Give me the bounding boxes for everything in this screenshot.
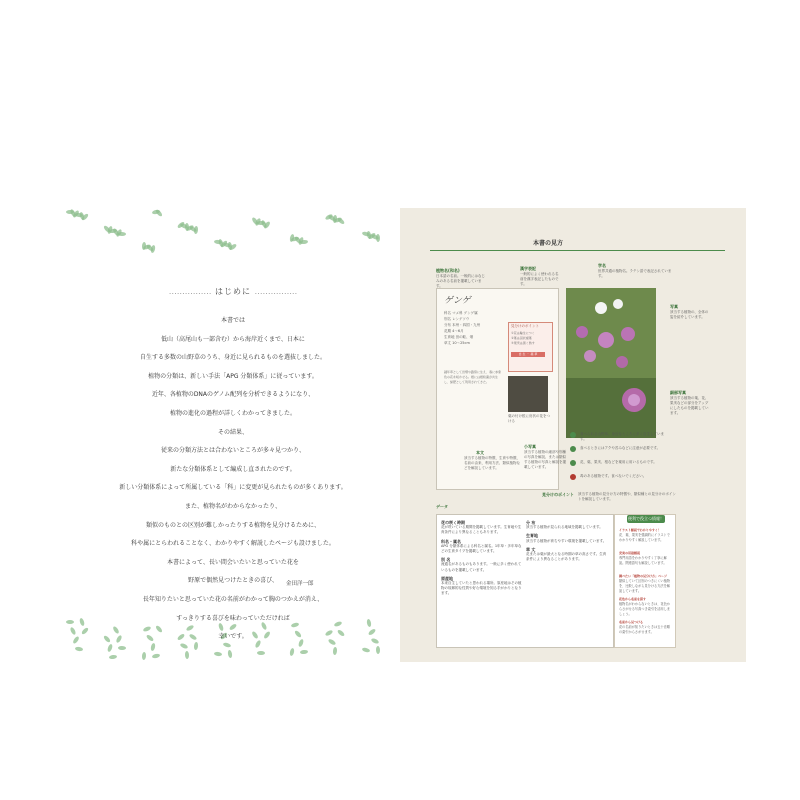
plant-photo	[566, 288, 656, 438]
callout-kanji-desc: 一般的によく使われる名前を漢字表記したものです。	[520, 272, 559, 286]
sample-points-list	[511, 331, 549, 346]
intro-line: 近年、各植物のDNAのゲノム配列を分析できるようになり、	[151, 391, 315, 399]
callout-photo: 写真	[670, 304, 678, 309]
sample-point: ①花は輪生につく	[511, 331, 535, 335]
sample-plant-name: ゲンゲ	[444, 296, 471, 306]
plant-photo-art	[566, 288, 656, 438]
leaf-icon	[333, 647, 338, 655]
tip-text: 植物名がわからないときは、花色からさがせる写真つき索引を活用しましょう。	[619, 602, 670, 616]
sample-points-title: 見分けのポイント	[511, 324, 539, 328]
leaf-icon	[150, 245, 156, 254]
intro-line: その結果、	[217, 428, 248, 436]
intro-line: 低山（高尾山も一部含む）から海岸近くまで、日本に	[161, 335, 305, 343]
data-item-title: 草 丈	[526, 546, 536, 552]
icon-marker-0	[570, 432, 576, 438]
tip-text: 類似していて区別のつきにくい植物を、比較しながら見分ける方法を解説しています。	[619, 579, 670, 593]
data-item-text: 流通名があるものもあります。一般に多く使われているものを掲載しています。	[441, 562, 522, 572]
sample-thumbnail	[508, 376, 548, 412]
callout-subhead: 小写真	[524, 444, 536, 449]
data-item-text: 該当する植物が見られる地域を掲載しています。	[526, 525, 603, 530]
sample-meta-line: 科名 マメ科 ゲンゲ属	[444, 311, 478, 315]
tips-heading: 便利で役立つ情報！	[628, 516, 664, 521]
callout-detail-photo: 細部写真	[670, 390, 686, 395]
intro-line: 科や属にとらわれることなく、わかりやすく解説したページも設けました。	[131, 540, 335, 548]
callout-detail-photo-desc: 該当する植物の葉、花、果実などの部分をアップにしたものを掲載しています。	[670, 396, 709, 415]
leaf-icon	[194, 226, 199, 234]
data-item	[526, 520, 608, 530]
data-item	[441, 557, 523, 573]
sample-point: ③果実は黒く熟す	[511, 341, 535, 345]
sample-meta-line: 草丈 10〜25cm	[444, 341, 470, 345]
leaf-icon	[300, 650, 308, 655]
leaf-icon	[289, 648, 295, 657]
data-item-title: 分 布	[526, 520, 536, 525]
tip-text: 花、葉、果実を強調的にイラストでわかりやすく解説しています。	[619, 533, 670, 542]
leaf-icon	[75, 646, 84, 651]
tip-text: 専門用語をわかりやすく丁寧に解説。関連語句も解説しています。	[619, 556, 667, 565]
tip-text: 花の名前が知りたいときは五十音順の索引からさがせます。	[619, 625, 670, 634]
data-item	[441, 539, 523, 555]
intro-line: また、植物名がわからなかったり、	[184, 502, 281, 510]
guide-page	[400, 208, 746, 662]
data-item-title: 別 名	[441, 557, 451, 563]
data-item	[526, 533, 608, 543]
intro-line: 自生する多数の山野草のうち、身近に見られるものを選抜しました。	[139, 354, 326, 362]
tip-title: イラスト解説でわかりやすく！	[619, 528, 661, 532]
tip-item	[619, 620, 673, 635]
data-item-title: 花の咲く時期	[441, 520, 465, 525]
intro-line: 長年知りたいと思っていた花の名前がわかって胸のつかえが消え、	[142, 595, 324, 603]
leaf-icon	[118, 232, 126, 236]
intro-line: 新たな分類体系として編成し直されたのです。	[170, 465, 296, 473]
callout-plant-name-desc: 日本語の名前。一般的にはなじみのある名前を掲載しています。	[436, 274, 485, 288]
intro-line: すっきりする喜びを味わっていただければ	[176, 614, 290, 622]
callout-body: 本文	[476, 450, 484, 455]
data-item-text: 該当する植物が育ちやすい環境を掲載しています。	[526, 538, 607, 543]
sample-caption: 葉の付け根に房状の花をつける	[508, 414, 550, 423]
callout-kanji: 漢字表記	[520, 266, 536, 271]
leaf-icon	[185, 651, 189, 659]
data-item-text: 花が咲いている期間を掲載しています。生育地や生育条件により異なることもあります。	[441, 525, 522, 535]
intro-title: ‥‥‥‥‥‥‥‥ はじめに ‥‥‥‥‥‥‥‥	[168, 287, 298, 296]
sample-point: ②葉は羽状複葉	[511, 336, 532, 340]
intro-line: 類似のものとの区別が難しかったりする植物を見分けるために、	[145, 521, 320, 529]
data-item-title: 原産地	[441, 575, 453, 581]
intro-line: 本書では	[220, 317, 245, 324]
callout-scientific: 学名	[598, 263, 606, 268]
icon-desc: 毒のある植物です。食べないでください。	[580, 474, 647, 478]
leaf-icon	[376, 234, 380, 242]
leaf-icon	[376, 646, 380, 654]
leaf-icon	[227, 650, 232, 659]
data-item-title: 生育地	[526, 533, 538, 539]
tip-item	[619, 574, 673, 594]
leaf-icon	[362, 647, 371, 653]
tip-item	[619, 597, 673, 617]
sample-meta-line: 生育地 田の畦、畑	[444, 335, 474, 339]
data-item-title: 科名・属名	[441, 538, 461, 544]
tip-title: 名前から見つける	[619, 620, 644, 624]
data-item	[441, 576, 523, 597]
tip-title: 充実の用語解説	[619, 551, 641, 555]
icon-marker-3	[570, 474, 576, 480]
intro-line: 野原で偶然見つけたときの喜び、	[188, 577, 278, 585]
intro-page	[66, 208, 400, 662]
sample-meta-line: 分布 本州・四国・九州	[444, 323, 481, 327]
callout-body-desc: 該当する植物の特徴、生育や特徴、名前の由来、利用方法、類似植物などを解説しています。	[464, 456, 520, 470]
sample-body-text: 越年草として田畑や路傍に生え、春に赤紫色の花を咲かせる。根には根粒菌が共生し、緑肥として利用されてきた。	[444, 370, 502, 384]
tip-title: 調べたい「植物の見分け方」ページ	[619, 574, 667, 578]
icon-desc: 花、葉、果実、根などを薬用に用いるものです。	[580, 460, 657, 464]
callout-scientific-desc: 世界共通の植物名。ラテン語で表記されています。	[598, 269, 672, 278]
leaf-icon	[152, 653, 161, 659]
intro-line: 新しい分類体系によって所属している「科」に変更が見られたものが多くあります。	[119, 484, 347, 492]
icon-desc: 食べられる山野草。身近なところに多く自生しています。	[580, 432, 664, 441]
icon-desc: 食べるときにはアクや苦みなどに注意が必要です。	[580, 446, 661, 450]
book-spread	[66, 208, 746, 662]
callout-photo-desc: 該当する植物の、全体の姿を紹介しています。	[670, 310, 709, 319]
intro-line: 植物の進化の過程が詳しくわかってきました。	[169, 409, 296, 417]
leaf-icon	[109, 655, 117, 660]
callout-plant-name: 植物名(和名)	[436, 268, 460, 273]
tip-item	[619, 528, 673, 543]
guide-title: 本書の見方	[512, 239, 584, 249]
intro-line: 幸いです。	[218, 633, 248, 641]
callout-points: 見分けのポイント	[542, 492, 574, 497]
data-column-1	[441, 520, 523, 600]
sample-points-box	[508, 322, 553, 372]
callout-subhead-desc: 該当する植物の細部や別種の写真を解説、または類似する植物の写真と解説を掲載しています。	[524, 450, 566, 469]
sample-meta	[444, 310, 504, 346]
data-column-2	[526, 520, 608, 565]
data-item	[526, 547, 608, 563]
data-item-text: 花または葉が最大となる時期の草の高さです。生育条件により異なることがあります。	[526, 552, 607, 562]
callout-data: データ	[436, 504, 448, 509]
intro-line: 本書によって、長い間会いたいと思っていた花を	[167, 558, 299, 566]
leaf-icon	[257, 651, 265, 655]
leaf-icon	[300, 240, 308, 245]
leaf-icon	[214, 651, 222, 656]
author-signature: 金田洋一郎	[286, 581, 314, 587]
icon-marker-2	[570, 460, 576, 466]
sample-meta-line: 花期 4〜6月	[444, 329, 464, 333]
sample-meta-line: 別名 レンゲソウ	[444, 317, 470, 321]
data-item	[441, 520, 523, 536]
leaf-icon	[142, 652, 147, 660]
intro-line: 植物の分類は、新しい手法「APG 分類体系」に従っています。	[148, 372, 318, 380]
tip-title: 花色から名前を探す	[619, 597, 647, 601]
tip-item	[619, 551, 673, 566]
data-item-text: APG 分類体系による科名と属名。1年草・多年草などの生育タイプを掲載しています。	[441, 543, 522, 554]
leaf-icon	[337, 217, 346, 225]
icon-marker-1	[570, 446, 576, 452]
intro-text	[66, 312, 400, 647]
sample-band: 自 生 ・ 薬 草	[511, 352, 545, 357]
intro-line: 従来の分類方法とは合わないところが多々見つかり、	[160, 447, 305, 455]
data-item-text: 本来自生していたと思われる場所。原産地はその植物の故郷的な性質や好む環境を知る手がかりとなります。	[441, 581, 522, 596]
callout-points-desc: 該当する植物の見分け方の特徴や、類似種との見分けのポイントを解説しています。	[578, 492, 676, 501]
leaf-icon	[155, 209, 163, 218]
